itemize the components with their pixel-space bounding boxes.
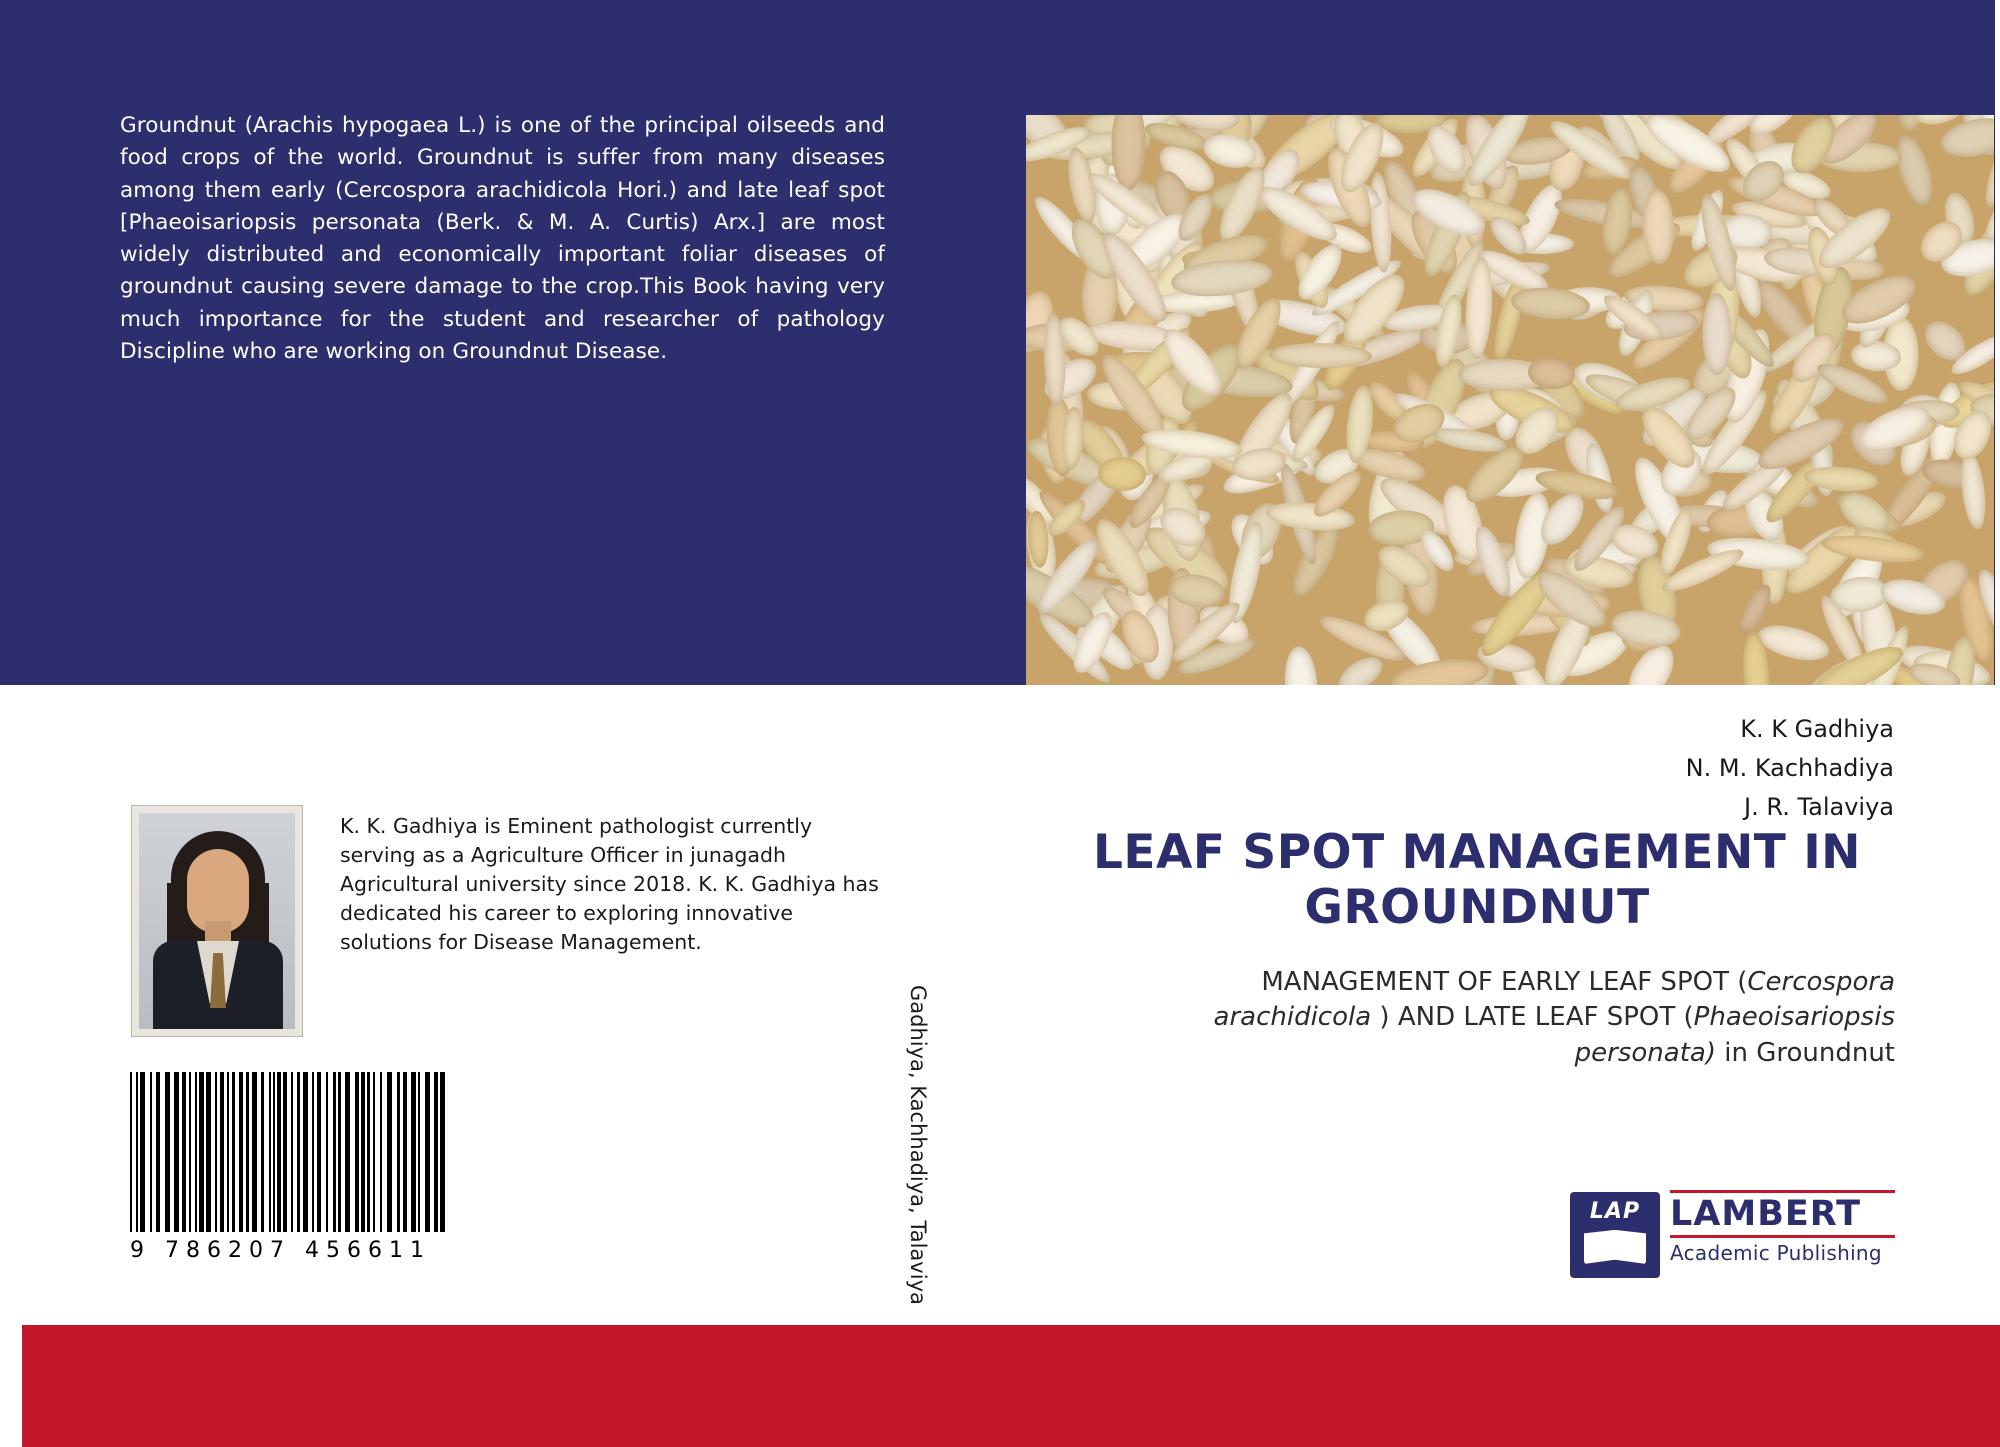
logo-lap-text: LAP: [1589, 1199, 1641, 1224]
bottom-band-left-margin: [0, 1325, 22, 1447]
barcode-bars: [130, 1072, 450, 1232]
book-subtitle: [1150, 965, 1895, 1071]
logo-wordmark: [1670, 1190, 1895, 1265]
subtitle-part-2: ) AND LATE LEAF SPOT (: [1371, 1002, 1694, 1033]
subtitle-part-3: in Groundnut: [1715, 1037, 1895, 1068]
publisher-logo: [1570, 1190, 1895, 1282]
logo-publisher-tagline: Academic Publishing: [1670, 1240, 1882, 1265]
author-photo-frame: [131, 805, 303, 1037]
bottom-red-band: [0, 1325, 2000, 1447]
author-name: N. M. Kachhadiya: [1685, 753, 1894, 782]
author-bio-text: K. K. Gadhiya is Eminent pathologist currently serving as a Agriculture Officer in junagadh Agricultural university since 2018. K. K. Gadhiya has dedicated his career to exploring innovative solutions for Disease Management.: [340, 814, 879, 955]
logo-publisher-name: LAMBERT: [1670, 1194, 1862, 1234]
back-cover-blurb: Groundnut (Arachis hypogaea L.) is one of the principal oilseeds and food crops of the world. Groundnut is suffer from many diseases among them early (Cercospora arachidicola Hori.) and late leaf spot [Phaeoisariopsis personata (Berk. & M. A. Curtis) Arx.] are most widely distributed and economically important foliar diseases of groundnut causing severe damage to the crop.This Book having very much importance for the student and researcher of pathology Discipline who are working on Groundnut Disease.: [120, 113, 885, 364]
book-title: LEAF SPOT MANAGEMENT IN GROUNDNUT: [1092, 825, 1862, 936]
author-portrait: [139, 813, 295, 1029]
author-name: J. R. Talaviya: [1744, 792, 1894, 821]
subtitle-part-1: MANAGEMENT OF EARLY LEAF SPOT (: [1261, 967, 1748, 997]
cover-edge-strip: [1995, 0, 2000, 685]
subtitle-species-1: Cercospora arachidicola: [1213, 967, 1895, 1033]
barcode-digits: 9 786207 456611: [130, 1238, 431, 1263]
author-name: K. K Gadhiya: [1740, 715, 1894, 743]
barcode: [130, 1072, 450, 1263]
open-book-icon: [1584, 1230, 1646, 1264]
front-cover-authors: [1060, 710, 1894, 827]
logo-badge: [1570, 1192, 1660, 1278]
peanuts-photo: [1026, 115, 1994, 685]
subtitle-species-2: Phaeoisariopsis personata): [1574, 1002, 1895, 1068]
spine-authors: Gadhiya, Kachhadiya, Talaviya: [906, 985, 930, 1305]
